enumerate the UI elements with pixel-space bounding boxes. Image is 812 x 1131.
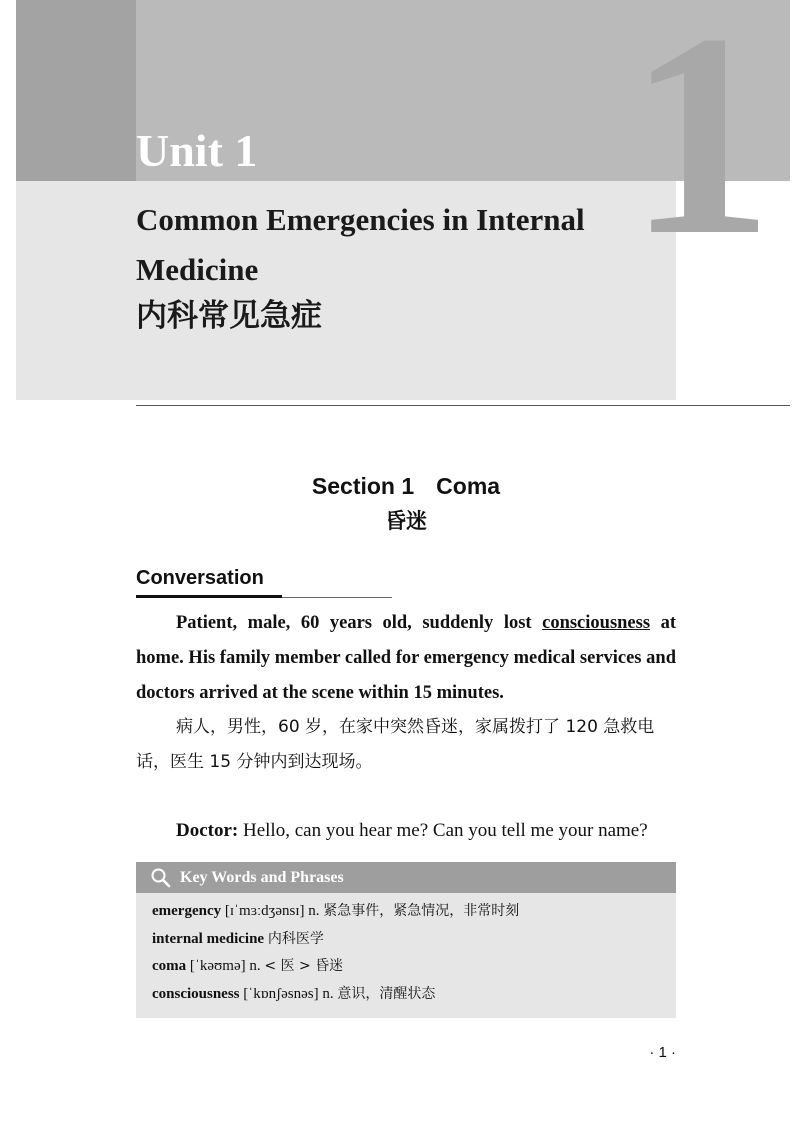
key-word-term: coma xyxy=(152,958,187,974)
key-words-header xyxy=(136,862,676,893)
key-word-term: internal medicine xyxy=(152,930,265,947)
dialog-text: Hello, can you hear me? Can you tell me your name? xyxy=(238,820,648,841)
scenario-text: Patient, male, 60 years old, suddenly lost xyxy=(176,613,543,633)
key-word-phonetic: [ˈkɒnʃəsnəs] n. xyxy=(239,985,338,1002)
header-band-dark xyxy=(16,0,136,181)
keyword-consciousness: consciousness xyxy=(542,613,651,633)
unit-title: Common Emergencies in Internal Medicine xyxy=(136,202,585,287)
section-name: Coma xyxy=(436,473,501,499)
key-word-item xyxy=(152,926,662,954)
page-number: · 1 · xyxy=(649,1044,676,1061)
key-word-item xyxy=(152,953,662,981)
section-title xyxy=(0,470,812,502)
key-word-definition: < 医 > 昏迷 xyxy=(264,958,344,974)
key-word-term: consciousness xyxy=(152,985,240,1002)
unit-label: Unit 1 xyxy=(136,125,258,176)
conversation-heading: Conversation xyxy=(136,567,264,589)
key-word-phonetic: [ˈkəʊmə] n. xyxy=(186,958,265,974)
key-words-list xyxy=(152,898,662,1008)
key-words-title: Key Words and Phrases xyxy=(180,869,344,886)
unit-title-chinese: 内科常见急症 xyxy=(136,298,322,334)
key-word-definition: 紧急事件，紧急情况，非常时刻 xyxy=(323,903,520,919)
key-word-definition: 意识，清醒状态 xyxy=(337,985,436,1002)
dialog-speaker: Doctor: xyxy=(176,820,239,841)
key-word-term: emergency xyxy=(152,903,222,919)
conversation-heading-underline xyxy=(136,595,282,598)
scenario-text-continued: at home. His family member called for emergency medical services and doctors arrived at the scene within 15 minutes. xyxy=(136,613,677,703)
unit-number-watermark: 1 xyxy=(628,0,773,295)
key-word-definition: 内科医学 xyxy=(267,930,324,947)
section-number: Section 1 xyxy=(311,473,415,499)
conversation-heading-rule xyxy=(282,597,392,598)
dialog-line xyxy=(136,815,676,847)
key-word-item xyxy=(152,898,662,926)
key-words-panel xyxy=(136,862,676,1018)
scenario-chinese: 病人，男性，60 岁，在家中突然昏迷，家属拨打了 120 急救电话，医生 15 分钟内到达现场。 xyxy=(136,717,655,772)
magnifier-icon xyxy=(150,867,172,889)
header-divider xyxy=(136,405,790,406)
scenario-english xyxy=(136,606,676,711)
section-title-chinese: 昏迷 xyxy=(385,509,427,533)
key-word-phonetic: [ɪˈmɜːdʒənsɪ] n. xyxy=(221,903,324,919)
key-word-item xyxy=(152,981,662,1009)
